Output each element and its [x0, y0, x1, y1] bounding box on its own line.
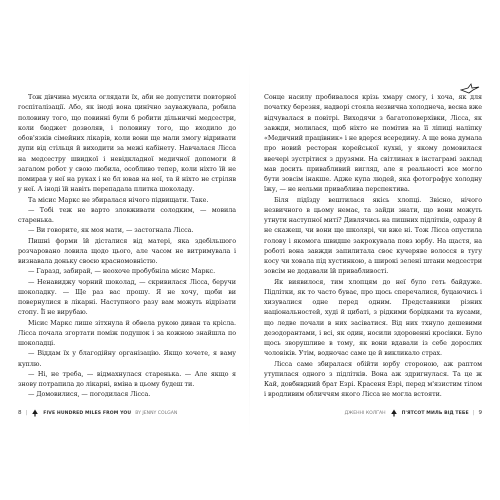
- left-page: [18, 92, 236, 400]
- paragraph: — Гаразд, забирай, — неохоче пробубніла місис Маркс.: [28, 267, 216, 276]
- paragraph: — Тобі теж не варто зловживати солодким, — мовила старенька.: [18, 205, 236, 224]
- paragraph: Як виявилося, тим хлопцям до неї було геть байдуже. Підлітки, як то часто буває, про щось сперечалися, буцаючись і хизувалися одне перед одним. Представники різних національностей, худі й цибаті, з рідкими борідками та вусами, що ледве почали в них засіватися. Від них тхнуло дешевими дезодорантами, і всі, як один, носили здоровенні кросівки. Було щось зворушливе в тому, як вони вдавали із себе дорослих чоловіків. Утім, водночас саме це й викликало страх.: [264, 277, 482, 358]
- paragraph: Лісса саме збиралася обійти юрбу стороною, аж раптом утупилася одного з підлітків. Вона аж здригнулася. Та це ж Кай, довбнвдний брат Езрі. Красеня Езрі, перед м'язистим тілом і вродливим обличчям якого Лісса не могла встояти.: [264, 359, 482, 399]
- footer-separator: |: [472, 410, 475, 416]
- footer-separator: |: [25, 410, 28, 416]
- right-page: [264, 92, 482, 400]
- page-gutter: [249, 60, 250, 440]
- left-page-footer: [18, 408, 236, 418]
- paragraph: Сонце насилу пробивалося крізь хмару смогу, і хоча, як для початку березня, надворі стояла незвична холоднеча, весна вже відчувалася в повітрі. Виходячи з багатоповерхівки, Лісса, як завжди, молилася, щоб ніхто не помітив на її ліпиці наліпку «Медичний працівник» і не вдерся всередину. А ще вона думала про новий ресторан корейської кухні, у якому домовилася ввечері зустрітися з друзями. На світлинах в інстаграмі заклад мав досить привабливий вигляд, але я реальності все могло бути зовсім інакше. Адже купа людей, яка фотографує холодну їжу, — не нельми приваблива перспектива.: [264, 93, 482, 194]
- page-number: 9: [478, 410, 482, 416]
- paragraph: Місис Маркс лише зітхнула й обвела рукою диван та крісла. Лісса почала згортати поміж подушок і за кожною знайшла по шоколадці.: [18, 318, 236, 347]
- paragraph: Та місис Маркс не збиралася нічого підвищати. Таке.: [28, 195, 209, 204]
- paragraph: — Ні, не треба, — відмахнулася старенька. — Але якщо я знову потрапила до лікарні, вміна в цьому будеш ти.: [18, 369, 236, 388]
- page-number: 8: [18, 410, 22, 416]
- paragraph: — Віддам їх у благодійну організацію. Якщо хочете, я ваму куплю.: [18, 349, 236, 368]
- book-author: BY JENNY COLGAN: [135, 410, 178, 416]
- paragraph: Тож дівчина мусила оглядати їх, аби не допустити повторної госпіталізації. Або, як іноді вона цинічно зауважувала, робила половину того, що повинні були б робити дільничні медсестри, коли бюджет дозволяв, і половину того, що входило до обов'язків сімейних лікарів, коли вони ще мали змогу відривати дупи від стільця й виходити за межі кабінету. Навчалася Лісса на медсестру швидкої і невідкладної медичної допомоги й загалом робот у свою любила, особливо тепер, коли ніхто їй не помирав у неї на руках і не бл ював на неї, та й ніхто не стріляв у неї. А іноді їй навіть перепадала плитка шоколаду.: [18, 93, 236, 194]
- book-title: П'ЯТСОТ МИЛЬ ВІД ТЕБЕ: [401, 410, 469, 416]
- paragraph: — Домовилися, — погодилася Лісса.: [28, 390, 151, 399]
- paragraph: Пишні форми їй дісталися від матері, яка здебільшого розчаровано ловила щодо цього, але часом не витримувала і визнавала доньку своєю красномовністю.: [18, 236, 236, 265]
- right-page-footer: [264, 408, 482, 418]
- paragraph: Біля підїзду вештилася якісь хлопці. Звісно, нічого незвичного в цьому немає, та зайди знати, що вони можуть утнути наступної миті? Дивлячись на пишних підлітків, одразу й не скажеш, чи вони ще школярі, чи вже ні. Тож Лісса опустила голову і якомога швидше закрокувала повз юрбу. На щастя, на роботі вона завжди запилитала своє кучеряве волосся в тугу косу чи ховала під хустинкою, а широкі зелені штани медсестри зовсім не додавали їй привабливості.: [264, 195, 482, 276]
- paragraph: — Ненавиджу чорний шоколад, — скривилася Лісса, беручи шоколадку. — Ще раз вас прошу. Я не хочу, щоби ви повернулися в лікарні. Наступного разу вам можуть відрізати стопу. Її не вирубаю.: [18, 277, 236, 317]
- book-title: FIVE HUNDRED MILES FROM YOU: [43, 410, 132, 416]
- paragraph: — Ви говорите, як моя мати, — застогнала Лісса.: [28, 226, 194, 235]
- book-author: ДЖЕННІ КОЛҐАН: [344, 410, 386, 416]
- pine-tree-icon: [390, 409, 398, 417]
- pine-tree-icon: [31, 409, 39, 417]
